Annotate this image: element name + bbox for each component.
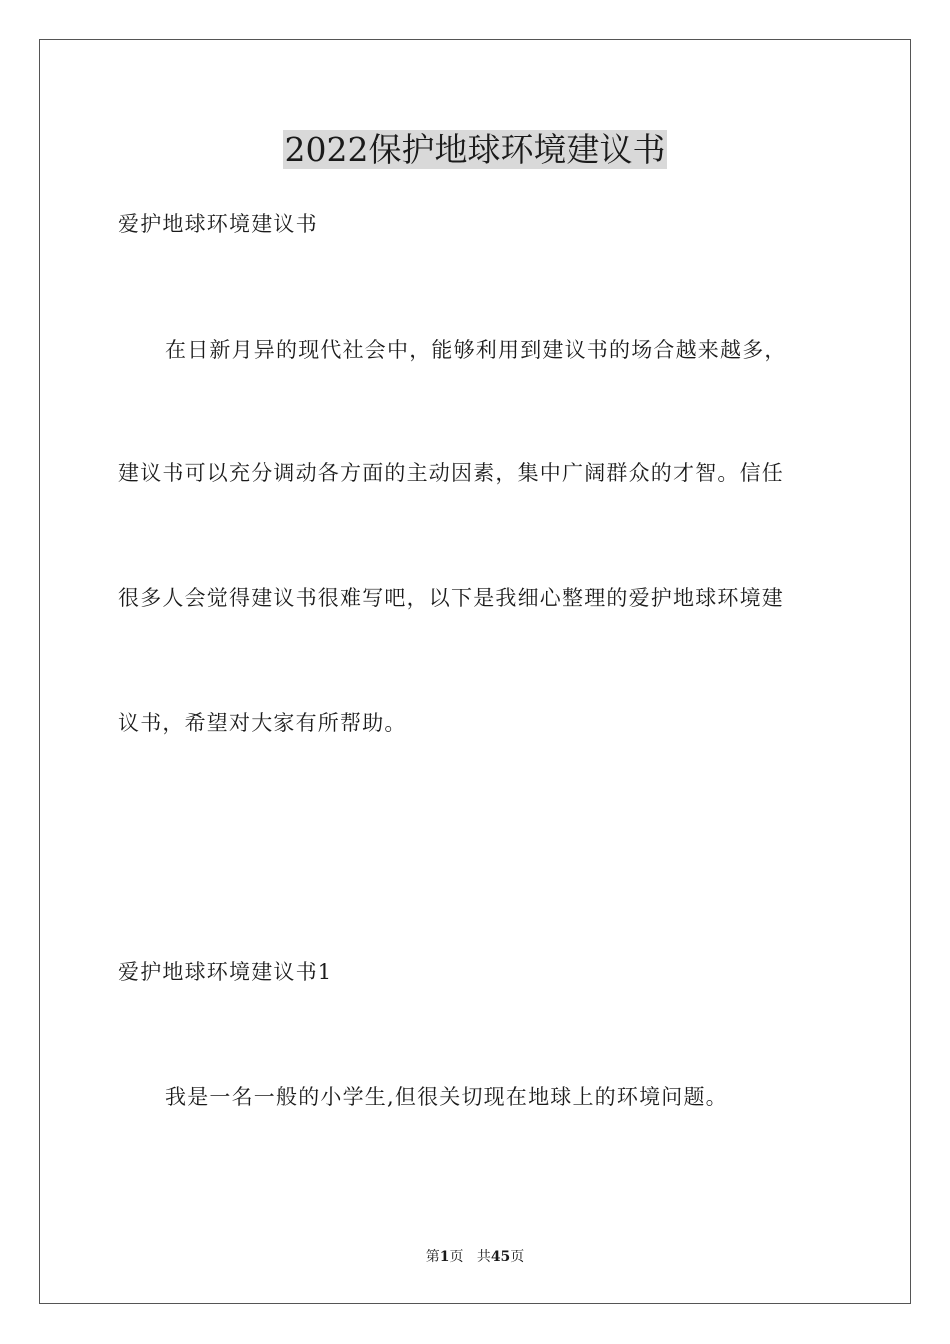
intro-line-1: 在日新月异的现代社会中，能够利用到建议书的场合越来越多， — [165, 338, 787, 362]
document-subtitle: 爱护地球环境建议书 — [118, 212, 318, 236]
footer-total-prefix: 共 — [476, 1249, 491, 1265]
document-title-text: 2022保护地球环境建议书 — [284, 130, 666, 169]
section-1-line-1: 我是一名一般的小学生,但很关切现在地球上的环境问题。 — [165, 1085, 728, 1109]
intro-line-4: 议书，希望对大家有所帮助。 — [118, 711, 407, 735]
document-title — [0, 126, 950, 174]
footer-total-suffix: 页 — [510, 1249, 525, 1265]
page-footer — [0, 1247, 950, 1267]
intro-line-2: 建议书可以充分调动各方面的主动因素，集中广阔群众的才智。信任 — [118, 461, 784, 485]
intro-line-3: 很多人会觉得建议书很难写吧，以下是我细心整理的爱护地球环境建 — [118, 586, 784, 610]
footer-page-prefix: 第 — [425, 1249, 440, 1265]
footer-total-pages: 45 — [490, 1249, 511, 1265]
section-1-heading: 爱护地球环境建议书1 — [118, 960, 333, 984]
footer-page-number: 1 — [439, 1249, 450, 1265]
footer-page-suffix: 页 — [449, 1249, 464, 1265]
